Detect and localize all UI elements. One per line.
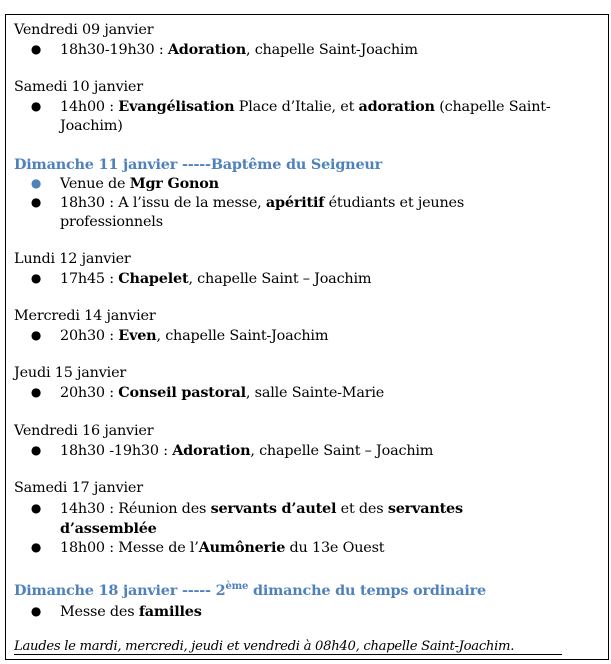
day-heading: Vendredi 16 janvier (14, 423, 154, 439)
bullet-dot-icon: ● (30, 540, 42, 554)
list-item: 17h45 : Chapelet, chapelle Saint – Joachim (60, 270, 372, 287)
bullet-dot-icon: ● (30, 604, 42, 618)
bullet-dot-icon: ● (30, 501, 42, 515)
list-item: Messe des familles (60, 603, 202, 620)
bullet-dot-icon: ● (30, 42, 42, 56)
list-item: 18h30 -19h30 : Adoration, chapelle Saint – Joachim (60, 442, 434, 459)
list-item: 20h30 : Conseil pastoral, salle Sainte-Marie (60, 384, 385, 401)
day-heading: Samedi 17 janvier (14, 480, 143, 496)
sunday-heading: Dimanche 18 janvier ----- 2ème dimanche du temps ordinaire (14, 581, 486, 599)
bullet-dot-icon: ● (30, 443, 42, 457)
list-item: 18h30-19h30 : Adoration, chapelle Saint-Joachim (60, 41, 418, 58)
bullet-dot-icon: ● (30, 176, 42, 190)
footer-note: Laudes le mardi, mercredi, jeudi et vendredi à 08h40, chapelle Saint-Joachim. (14, 639, 515, 654)
day-heading: Vendredi 09 janvier (14, 22, 154, 38)
day-heading: Mercredi 14 janvier (14, 308, 156, 324)
bullet-dot-icon: ● (30, 195, 42, 209)
list-item: 20h30 : Even, chapelle Saint-Joachim (60, 327, 329, 344)
list-item: 14h30 : Réunion des servants d’autel et des servantes d’assemblée (60, 500, 463, 538)
list-item: 18h00 : Messe de l’Aumônerie du 13e Ouest (60, 539, 385, 556)
bullet-dot-icon: ● (30, 328, 42, 342)
list-item: 18h30 : A l’issu de la messe, apéritif étudiants et jeunes professionnels (60, 194, 465, 231)
list-item: Venue de Mgr Gonon (60, 175, 219, 192)
footer-underline (14, 654, 562, 655)
day-heading: Jeudi 15 janvier (14, 365, 127, 381)
weekly-schedule-box (5, 14, 609, 660)
sunday-heading: Dimanche 11 janvier -----Baptême du Seigneur (14, 156, 383, 173)
bullet-dot-icon: ● (30, 385, 42, 399)
list-item: 14h00 : Evangélisation Place d’Italie, et adoration (chapelle Saint- Joachim) (60, 98, 551, 135)
day-heading: Samedi 10 janvier (14, 79, 143, 95)
day-heading: Lundi 12 janvier (14, 251, 131, 267)
bullet-dot-icon: ● (30, 271, 42, 285)
bullet-dot-icon: ● (30, 99, 42, 113)
